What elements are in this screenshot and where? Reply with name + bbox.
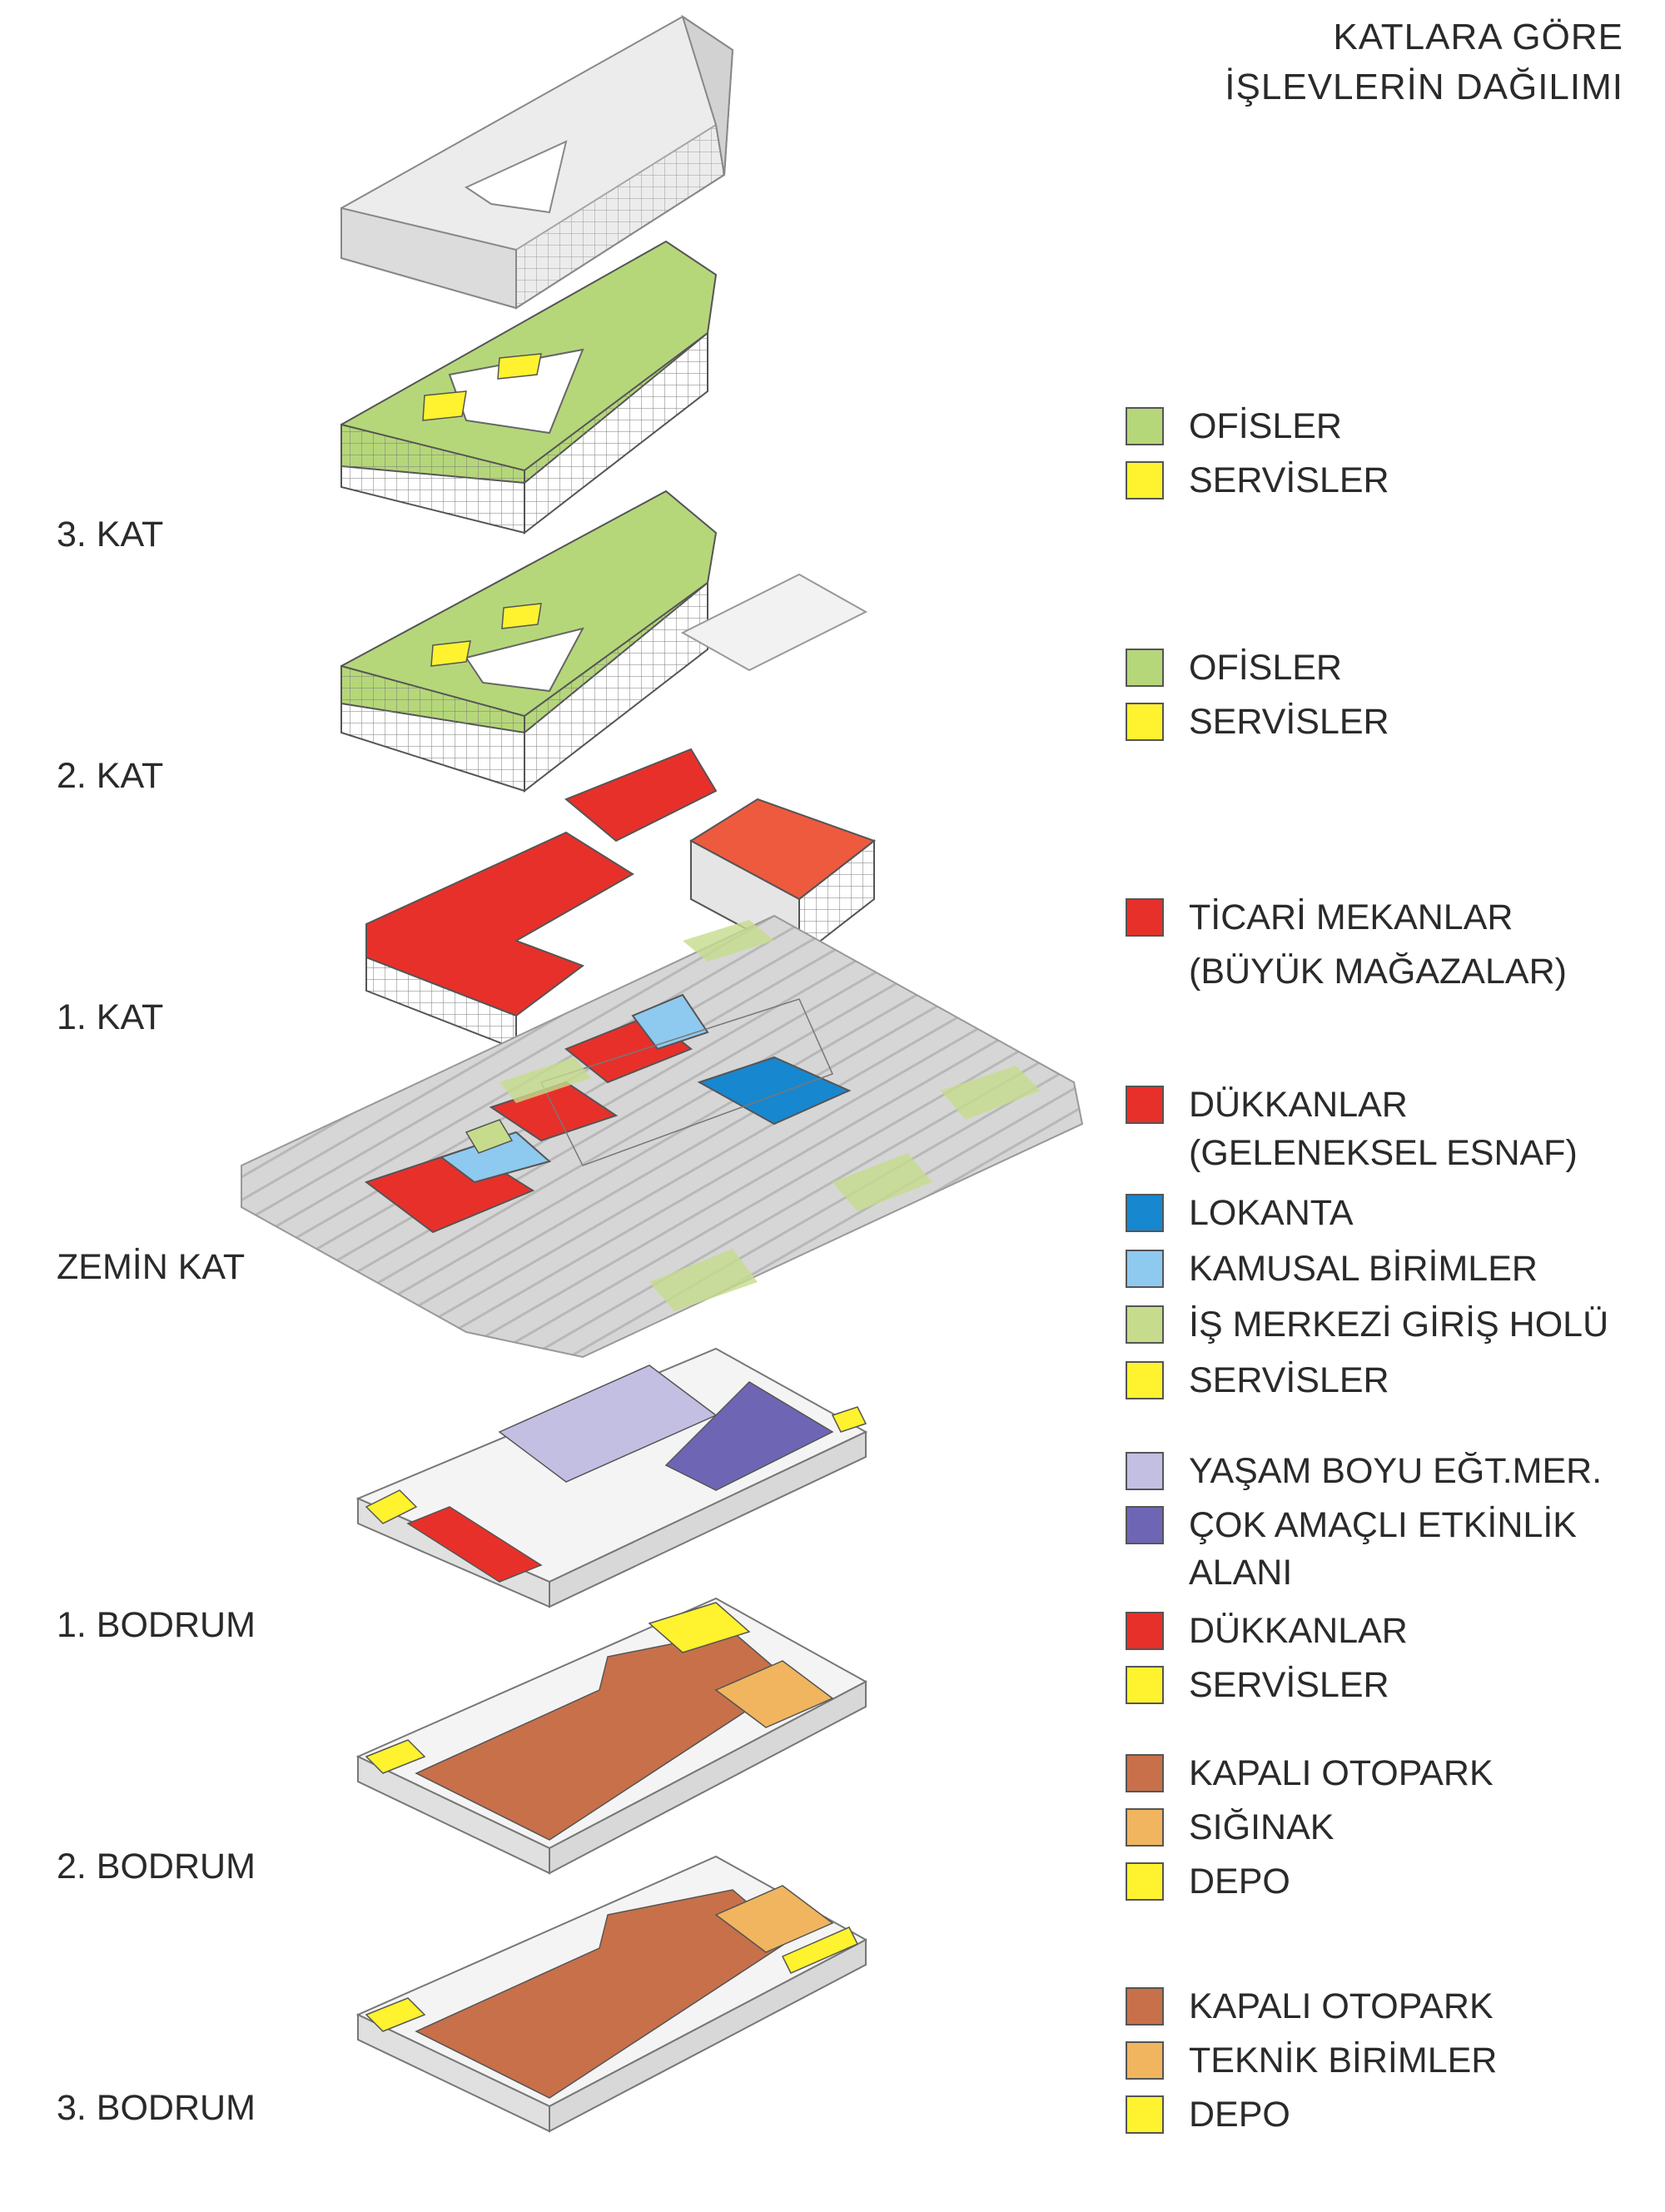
legend-label: DÜKKANLAR bbox=[1189, 1610, 1408, 1651]
legend-swatch bbox=[1126, 649, 1164, 687]
legend-label: YAŞAM BOYU EĞT.MER. bbox=[1189, 1450, 1603, 1491]
legend-swatch bbox=[1126, 407, 1164, 445]
legend-swatch bbox=[1126, 1987, 1164, 2026]
legend-swatch bbox=[1126, 2041, 1164, 2080]
floor-label-1-kat: 1. KAT bbox=[57, 997, 164, 1037]
legend-label: SERVİSLER bbox=[1189, 460, 1389, 500]
legend-item bbox=[1126, 1663, 1389, 1707]
legend-label: KAPALI OTOPARK bbox=[1189, 1752, 1494, 1793]
legend-item bbox=[1126, 1358, 1389, 1403]
legend-swatch bbox=[1126, 461, 1164, 500]
legend-item bbox=[1126, 645, 1342, 690]
diagram-title-line-2: İŞLEVLERİN DAĞILIMI bbox=[1225, 67, 1623, 107]
basement-1-drawing bbox=[358, 1349, 866, 1607]
legend-label: OFİSLER bbox=[1189, 647, 1342, 688]
legend-item bbox=[1126, 1503, 1577, 1548]
legend-label: TİCARİ MEKANLAR bbox=[1189, 897, 1513, 937]
floor-2-drawing bbox=[341, 491, 866, 791]
legend-label-continuation: (BÜYÜK MAĞAZALAR) bbox=[1189, 952, 1567, 992]
floor-label-zemin-kat: ZEMİN KAT bbox=[57, 1247, 246, 1287]
legend-swatch bbox=[1126, 898, 1164, 937]
legend-swatch bbox=[1126, 1361, 1164, 1399]
legend-label: ÇOK AMAÇLI ETKİNLİK bbox=[1189, 1504, 1577, 1545]
floor-label-2-kat: 2. KAT bbox=[57, 756, 164, 796]
legend-label-continuation: ALANI bbox=[1189, 1553, 1293, 1593]
legend-item bbox=[1126, 2038, 1497, 2083]
legend-label: LOKANTA bbox=[1189, 1192, 1354, 1233]
legend-label: İŞ MERKEZİ GİRİŞ HOLÜ bbox=[1189, 1304, 1609, 1345]
diagram-title-line-1: KATLARA GÖRE bbox=[1333, 17, 1623, 57]
legend-item bbox=[1126, 895, 1513, 940]
legend-item bbox=[1126, 1246, 1538, 1291]
floor-label-1-bodrum: 1. BODRUM bbox=[57, 1605, 256, 1645]
legend-label: SERVİSLER bbox=[1189, 701, 1389, 742]
legend-label: DEPO bbox=[1189, 2094, 1290, 2135]
legend-swatch bbox=[1126, 1754, 1164, 1792]
legend-item bbox=[1126, 458, 1389, 503]
legend-swatch bbox=[1126, 1194, 1164, 1232]
legend-item bbox=[1126, 1302, 1608, 1347]
legend-item bbox=[1126, 1191, 1354, 1235]
legend-item bbox=[1126, 404, 1342, 449]
legend-item bbox=[1126, 1984, 1494, 2029]
legend-swatch bbox=[1126, 1452, 1164, 1490]
legend-label-continuation: (GELENEKSEL ESNAF) bbox=[1189, 1133, 1578, 1173]
floor-label-3-kat: 3. KAT bbox=[57, 514, 164, 554]
legend-item bbox=[1126, 699, 1389, 744]
floor-label-2-bodrum: 2. BODRUM bbox=[57, 1847, 256, 1886]
legend-item bbox=[1126, 1082, 1408, 1127]
legend-label: TEKNİK BİRİMLER bbox=[1189, 2040, 1498, 2080]
basement-3-drawing bbox=[358, 1857, 866, 2131]
legend-label: SERVİSLER bbox=[1189, 1360, 1389, 1400]
legend-item bbox=[1126, 1805, 1334, 1850]
legend-item bbox=[1126, 1449, 1602, 1494]
legend-item bbox=[1126, 2092, 1290, 2137]
legend-label: KAPALI OTOPARK bbox=[1189, 1986, 1494, 2026]
legend-swatch bbox=[1126, 1250, 1164, 1288]
legend-label: SERVİSLER bbox=[1189, 1664, 1389, 1705]
legend-swatch bbox=[1126, 703, 1164, 741]
legend-swatch bbox=[1126, 1506, 1164, 1544]
legend-swatch bbox=[1126, 2095, 1164, 2134]
legend-swatch bbox=[1126, 1086, 1164, 1124]
legend-label: OFİSLER bbox=[1189, 405, 1342, 446]
legend-item bbox=[1126, 1859, 1290, 1904]
floor-label-3-bodrum: 3. BODRUM bbox=[57, 2088, 256, 2128]
legend-swatch bbox=[1126, 1666, 1164, 1704]
legend-label: KAMUSAL BİRİMLER bbox=[1189, 1248, 1538, 1289]
legend-swatch bbox=[1126, 1612, 1164, 1650]
legend-swatch bbox=[1126, 1305, 1164, 1344]
basement-2-drawing bbox=[358, 1598, 866, 1873]
legend-swatch bbox=[1126, 1862, 1164, 1901]
legend-item bbox=[1126, 1751, 1494, 1796]
legend-label: SIĞINAK bbox=[1189, 1807, 1334, 1847]
legend-label: DEPO bbox=[1189, 1861, 1290, 1901]
legend-label: DÜKKANLAR bbox=[1189, 1084, 1408, 1125]
legend-swatch bbox=[1126, 1808, 1164, 1847]
legend-item bbox=[1126, 1608, 1408, 1653]
